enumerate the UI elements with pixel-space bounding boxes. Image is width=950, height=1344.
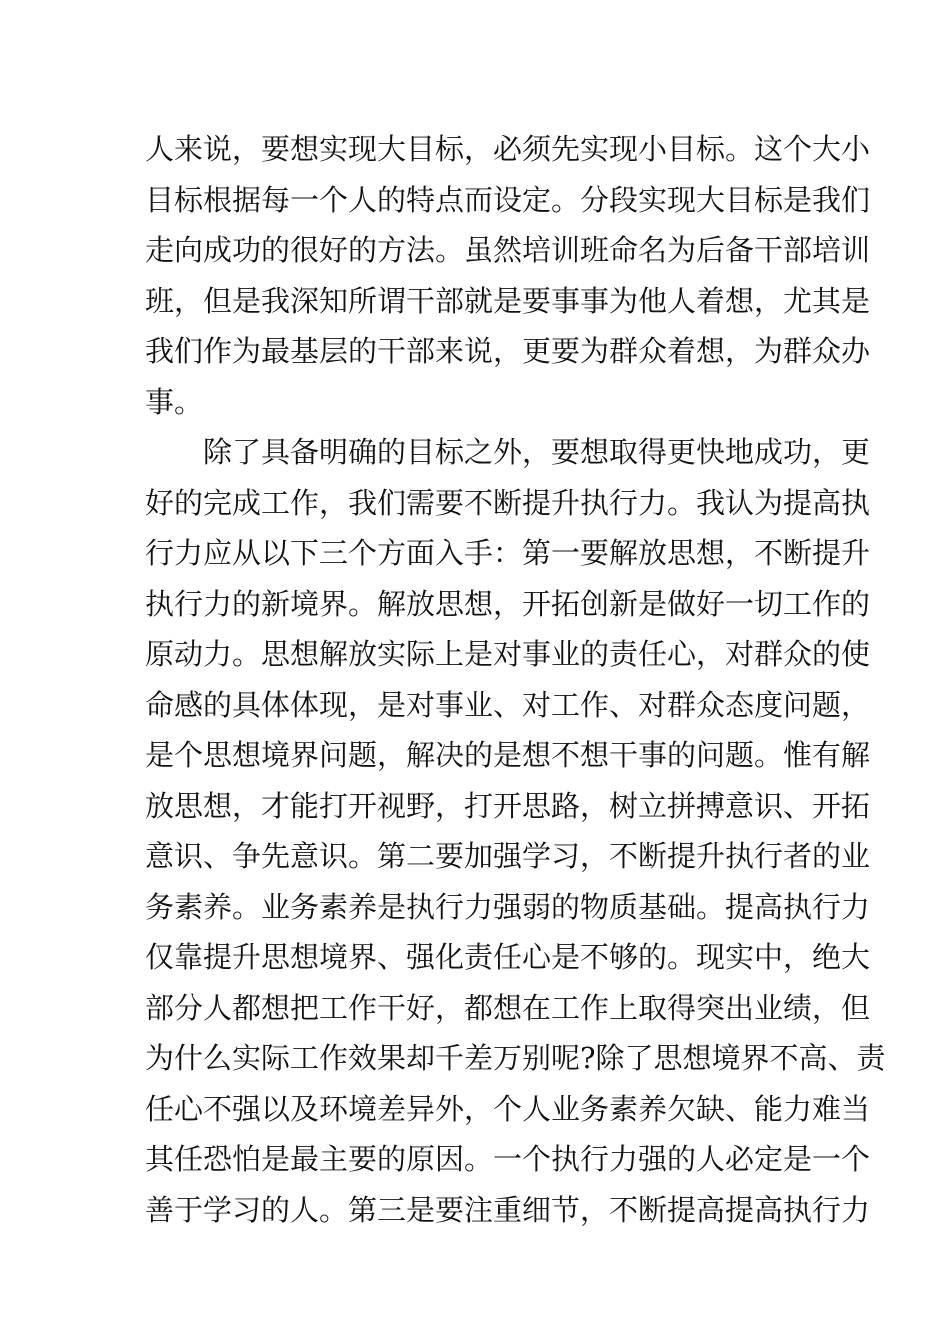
text-line: 善于学习的人。第三是要注重细节，不断提高提高执行力 — [145, 1192, 871, 1227]
text-line: 人来说，要想实现大目标，必须先实现小目标。这个大小 — [145, 132, 871, 166]
text-line: 意识、争先意识。第二要加强学习，不断提升执行者的业 — [145, 839, 871, 873]
text-line: 部分人都想把工作干好，都想在工作上取得突出业绩，但 — [145, 990, 871, 1025]
text-line: 除了具备明确的目标之外，要想取得更快地成功，更 — [203, 435, 871, 469]
text-line: 任心不强以及环境差异外，个人业务素养欠缺、能力难当 — [145, 1091, 871, 1126]
text-line: 执行力的新境界。解放思想，开拓创新是做好一切工作的 — [145, 586, 871, 621]
text-line: 好的完成工作，我们需要不断提升执行力。我认为提高执 — [145, 485, 871, 520]
text-line: 事。 — [145, 384, 204, 419]
text-line: 务素养。业务素养是执行力强弱的物质基础。提高执行力 — [145, 889, 871, 924]
text-line: 仅靠提升思想境界、强化责任心是不够的。现实中，绝大 — [145, 940, 871, 974]
text-line: 班，但是我深知所谓干部就是要事事为他人着想，尤其是 — [145, 283, 871, 318]
paragraph-1 — [145, 124, 871, 427]
text-line: 是个思想境界问题，解决的是想不想干事的问题。惟有解 — [145, 738, 871, 772]
text-line: 原动力。思想解放实际上是对事业的责任心，对群众的使 — [145, 637, 871, 671]
text-line: 命感的具体体现，是对事业、对工作、对群众态度问题， — [145, 687, 871, 722]
document-page — [145, 124, 886, 1235]
text-line: 其任恐怕是最主要的原因。一个执行力强的人必定是一个 — [145, 1142, 871, 1176]
text-line: 目标根据每一个人的特点而设定。分段实现大目标是我们 — [145, 182, 871, 217]
text-line: 我们作为最基层的干部来说，更要为群众着想，为群众办 — [145, 334, 871, 368]
text-line: 放思想，才能打开视野，打开思路，树立拼搏意识、开拓 — [145, 788, 871, 823]
text-line: 为什么实际工作效果却千差万别呢?除了思想境界不高、责 — [145, 1041, 886, 1075]
paragraph-2 — [145, 427, 886, 1235]
text-line: 行力应从以下三个方面入手：第一要解放思想，不断提升 — [145, 536, 871, 570]
text-line: 走向成功的很好的方法。虽然培训班命名为后备干部培训 — [145, 233, 871, 267]
